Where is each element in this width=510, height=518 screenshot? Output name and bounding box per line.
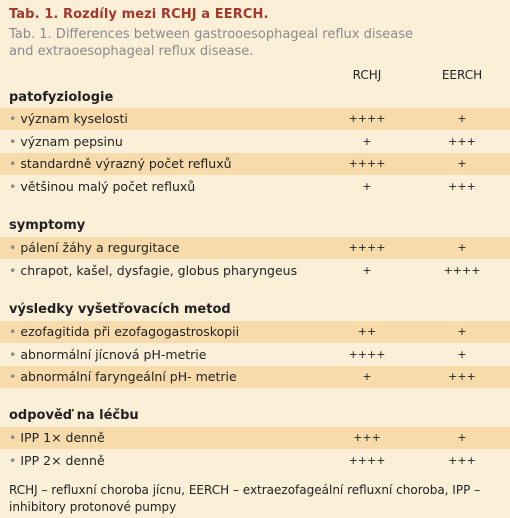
row-label: IPP 1× denně <box>20 430 105 445</box>
bullet-icon: • <box>9 453 17 468</box>
cell-eerch: +++ <box>448 370 476 383</box>
table-row <box>0 344 510 366</box>
cell-eerch: +++ <box>448 180 476 193</box>
bullet-icon: • <box>9 240 17 255</box>
cell-eerch: + <box>457 325 467 338</box>
section-heading: výsledky vyšetřovacích metod <box>9 302 231 317</box>
section-heading: odpověď na léčbu <box>9 408 139 423</box>
row-label: pálení žáhy a regurgitace <box>20 240 180 255</box>
row-label: abnormální faryngeální pH- metrie <box>20 369 237 384</box>
table-row <box>0 427 510 449</box>
table-row <box>0 237 510 259</box>
table-title: Tab. 1. Rozdíly mezi RCHJ a EERCH. <box>9 7 269 22</box>
cell-eerch: +++ <box>448 135 476 148</box>
cell-eerch: + <box>457 157 467 170</box>
row-label: význam pepsinu <box>20 134 123 149</box>
bullet-icon: • <box>9 347 17 362</box>
row-label: většinou malý počet refluxů <box>20 179 196 194</box>
bullet-icon: • <box>9 369 17 384</box>
table-subtitle: Tab. 1. Differences between gastrooesophageal reflux disease and extraoesophageal reflux disease. <box>9 27 413 59</box>
cell-rchj: ++++ <box>348 454 386 467</box>
bullet-icon: • <box>9 156 17 171</box>
bullet-icon: • <box>9 179 17 194</box>
cell-rchj: +++ <box>353 431 381 444</box>
table-row <box>0 260 510 282</box>
cell-eerch: +++ <box>448 454 476 467</box>
cell-eerch: + <box>457 112 467 125</box>
cell-eerch: + <box>457 431 467 444</box>
cell-rchj: + <box>362 135 372 148</box>
bullet-icon: • <box>9 111 17 126</box>
bullet-icon: • <box>9 324 17 339</box>
row-label: abnormální jícnová pH-metrie <box>20 347 207 362</box>
cell-eerch: + <box>457 241 467 254</box>
row-label: ezofagitida při ezofagogastroskopii <box>20 324 240 339</box>
cell-rchj: ++ <box>357 325 377 338</box>
cell-rchj: + <box>362 180 372 193</box>
bullet-icon: • <box>9 134 17 149</box>
cell-rchj: + <box>362 264 372 277</box>
cell-rchj: ++++ <box>348 157 386 170</box>
cell-eerch: ++++ <box>443 264 481 277</box>
cell-rchj: ++++ <box>348 241 386 254</box>
cell-eerch: + <box>457 348 467 361</box>
table-row <box>0 321 510 343</box>
table-row <box>0 108 510 130</box>
column-header-eerch: EERCH <box>441 68 483 82</box>
bullet-icon: • <box>9 430 17 445</box>
table-row <box>0 176 510 198</box>
table-footnote: RCHJ – refluxní choroba jícnu, EERCH – extraezofageální refluxní choroba, IPP – inhibitory protonové pumpy <box>9 483 481 514</box>
row-label: chrapot, kašel, dysfagie, globus pharyngeus <box>20 263 298 278</box>
table-row <box>0 131 510 153</box>
row-label: standardně výrazný počet refluxů <box>20 156 232 171</box>
section-heading: symptomy <box>9 218 86 233</box>
cell-rchj: ++++ <box>348 112 386 125</box>
cell-rchj: + <box>362 370 372 383</box>
bullet-icon: • <box>9 263 17 278</box>
table-row <box>0 450 510 472</box>
table-row <box>0 153 510 175</box>
column-header-rchj: RCHJ <box>352 68 382 82</box>
section-heading: patofyziologie <box>9 90 114 105</box>
cell-rchj: ++++ <box>348 348 386 361</box>
row-label: IPP 2× denně <box>20 453 105 468</box>
table-row <box>0 366 510 388</box>
row-label: význam kyselosti <box>20 111 128 126</box>
